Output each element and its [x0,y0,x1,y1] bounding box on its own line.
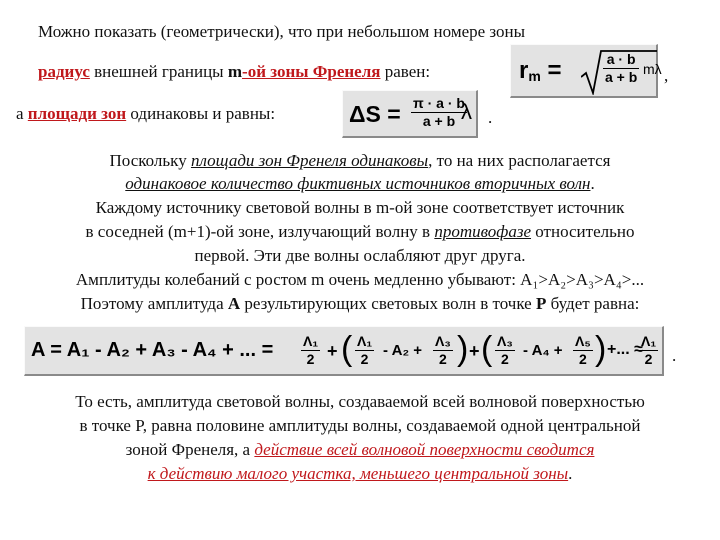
formula-r-eq: = [547,57,562,84]
formula-s-box [342,90,478,138]
em-whole-surface: действие всей волновой поверхности сводится [254,440,595,459]
para1-line-6: Амплитуды колебаний с ростом m очень медленно убывают: A₁>A₂>A₃>A₄>... [75,270,645,289]
formula-s-tail: λ [461,99,472,124]
formula-a-box: A = A₁ - A₂ + A₃ - A₄ + ... = $\frac{\text{Λ₁}}{2}$ + ( $\frac{\text{Λ₁}}{2}$ - A₂ + $\frac{\text{Λ₃}}{2}$ ) + ( $\frac{\text{Λ₃}}{2}$ - A₄ + $\frac{\text{Λ₅}}{2}$ ) +... ≈ $\frac{\text{Λ₁}}{2}$ [24,326,664,376]
area-word: площади зон [27,104,127,123]
equals-text: равен: [380,62,431,81]
formula-r-num: a · b [603,51,639,69]
formula-s-eq: = [387,101,401,127]
em-same-count: одинаковое количество фиктивных источников вторичных волн [125,174,591,193]
formula-s-num: π · a · b [413,95,465,111]
formula-a-lhs: A = A₁ - A₂ + A₃ - A₄ + ... = [31,339,274,361]
formula-r-comma: , [664,66,669,85]
intro-line-2 [38,62,430,82]
para1-line-4: в соседней (m+1)-ой зоне, излучающий волну в противофазе относительно [85,222,635,241]
formula-r-lhs: r [519,57,529,84]
em-areas-equal: площади зон Френеля одинаковы [190,151,429,170]
para2-line-4: к действию малого участка, меньшего центральной зоны. [147,464,573,483]
formula-r-tail: mλ [643,61,662,77]
intro-line-3 [16,104,275,124]
para2-line-1: То есть, амплитуда световой волны, создаваемой всей волновой поверхностью [75,392,645,411]
formula-s-den: a + b [422,113,456,129]
formula-r-sub: m [528,68,541,84]
radius-word: радиус [38,62,90,81]
intro-line-1: Можно показать (геометрически), что при небольшом номере зоны [38,22,526,41]
para1-line-5: первой. Эти две волны ослабляют друг друга. [194,246,526,265]
formula-s-lhs: ΔS [349,101,381,127]
zone-link: -ой зоны Френеля [242,62,381,81]
em-antiphase: противофазе [434,222,532,241]
para2-line-2: в точке P, равна половине амплитуды волны, создаваемой одной центральной [79,416,641,435]
area-prefix: а [16,104,28,123]
para1-line-3: Каждому источнику световой волны в m-ой зоне соответствует источник [95,198,625,217]
formula-a-dot: . [672,346,677,365]
formula-s-dot: . [488,108,493,127]
formula-r-box [510,44,662,98]
para1-line-7: Поэтому амплитуда A результирующих световых волн в точке P будет равна: [80,294,640,313]
formula-r-den: a + b [605,69,638,85]
para2-line-3: зоной Френеля, а действие всей волновой поверхности сводится [125,440,595,459]
m-letter: m [227,62,243,81]
para1-line-1: Поскольку площади зон Френеля одинаковы, то на них располагается [109,151,611,170]
para1-line-2: одинаковое количество фиктивных источников вторичных волн. [125,174,595,193]
radius-text: внешней границы [89,62,228,81]
em-small-area: к действию малого участка, меньшего центральной зоны [147,464,569,483]
area-text: одинаковы и равны: [126,104,276,123]
